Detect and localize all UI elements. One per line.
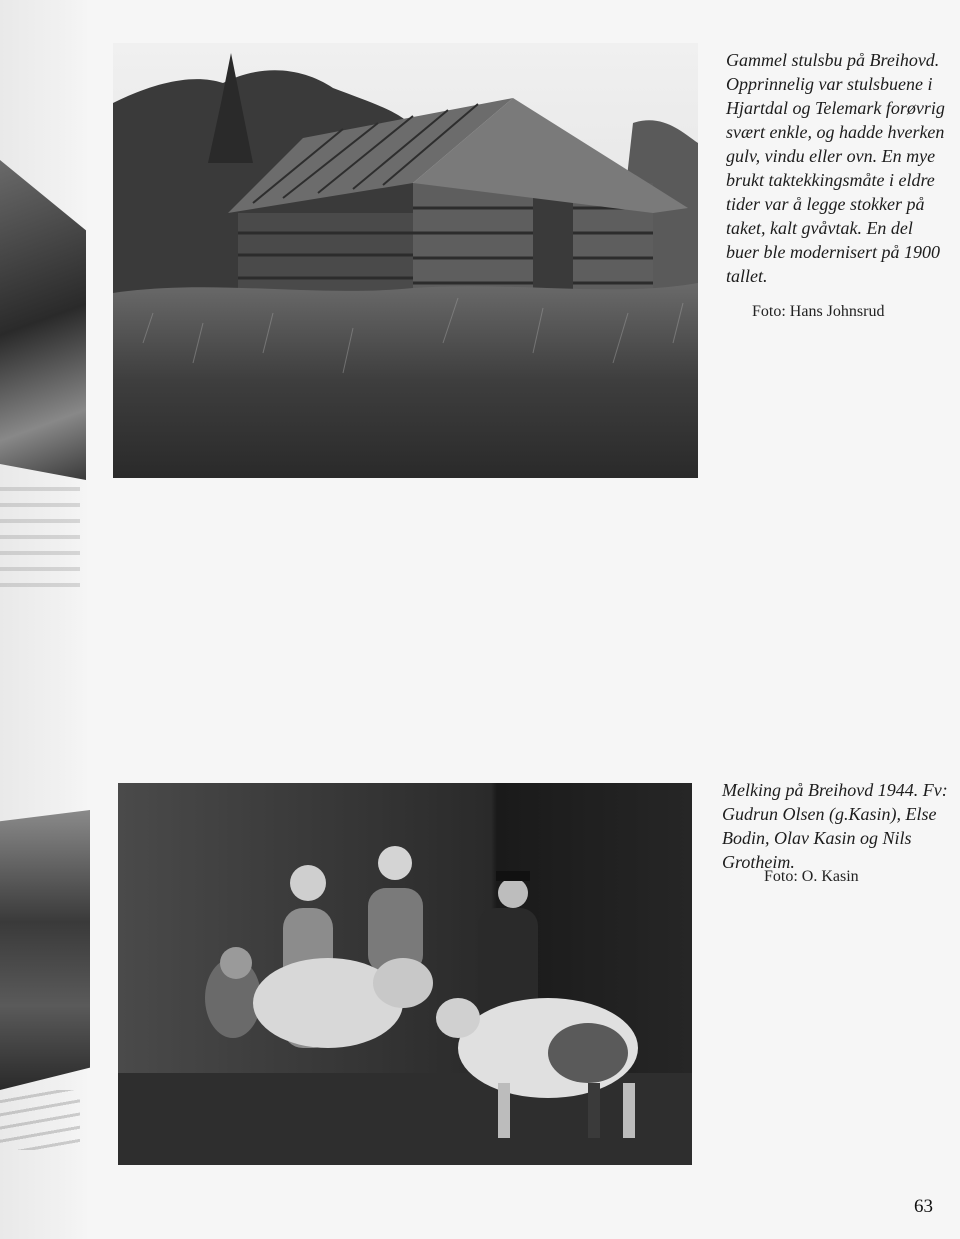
previous-page-edge <box>0 0 90 1239</box>
photo-caption: Melking på Breihovd 1944. Fv: Gudrun Olsen (g.Kasin), Else Bodin, Olav Kasin og Nils Grotheim. <box>722 780 948 872</box>
page-number: 63 <box>914 1196 933 1217</box>
previous-page-text <box>0 1090 80 1150</box>
photo-caption: Gammel stulsbu på Breihovd. Opprinnelig var stulsbuene i Hjartdal og Telemark forøvrig svært enkle, og hadde hverken gulv, vindu eller ovn. En mye brukt taktekkingsmåte i eldre tider var å legge stokker på taket, kalt gvåvtak. En del buer ble modernisert på 1900 tallet. <box>726 50 945 286</box>
photo-credit: Foto: O. Kasin <box>764 868 859 885</box>
cabin-photo <box>113 43 698 478</box>
previous-page-text <box>0 475 80 595</box>
previous-page-photo <box>0 160 86 480</box>
milking-photo <box>118 783 692 1165</box>
photo-credit: Foto: Hans Johnsrud <box>752 303 885 320</box>
previous-page-photo <box>0 810 90 1090</box>
